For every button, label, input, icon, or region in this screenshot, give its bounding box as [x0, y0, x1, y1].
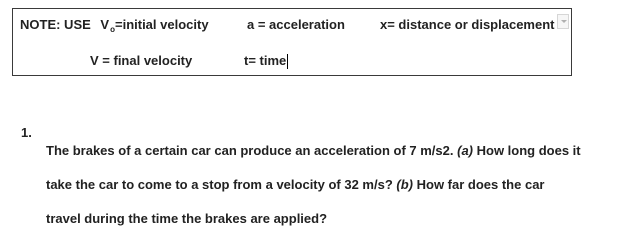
problem-line-1: [46, 125, 606, 159]
distance-term: x= distance or displacement: [380, 17, 555, 32]
time-term-text: t= time: [244, 53, 287, 68]
note-line-1: [20, 17, 209, 35]
part-marker: (a): [457, 143, 473, 158]
problem-number: 1.: [21, 125, 32, 140]
initial-velocity-symbol: V: [100, 17, 110, 32]
initial-velocity-subscript: o: [110, 25, 115, 34]
note-label: NOTE: USE: [20, 17, 91, 32]
time-term[interactable]: [244, 53, 288, 69]
part-marker: (b): [396, 177, 413, 192]
final-velocity-term: V = final velocity: [90, 53, 193, 68]
problem-line-3: [46, 193, 606, 227]
problem-line-3-text: travel during the time the brakes are applied?: [46, 211, 328, 226]
acceleration-term: a = acceleration: [247, 17, 345, 32]
initial-velocity-desc: =initial velocity: [114, 17, 209, 32]
initial-velocity-term: [100, 17, 208, 32]
text-cursor: [287, 54, 288, 69]
problem-1: [21, 125, 606, 227]
problem-line-2-text: take the car to come to a stop from a velocity of 32 m/s? (b) How far does the car: [46, 177, 545, 192]
problem-line-1-text: The brakes of a certain car can produce an acceleration of 7 m/s2. (a) How long does it: [46, 143, 581, 158]
problem-line-2: [46, 159, 606, 193]
field-dropdown-icon[interactable]: [557, 14, 569, 29]
